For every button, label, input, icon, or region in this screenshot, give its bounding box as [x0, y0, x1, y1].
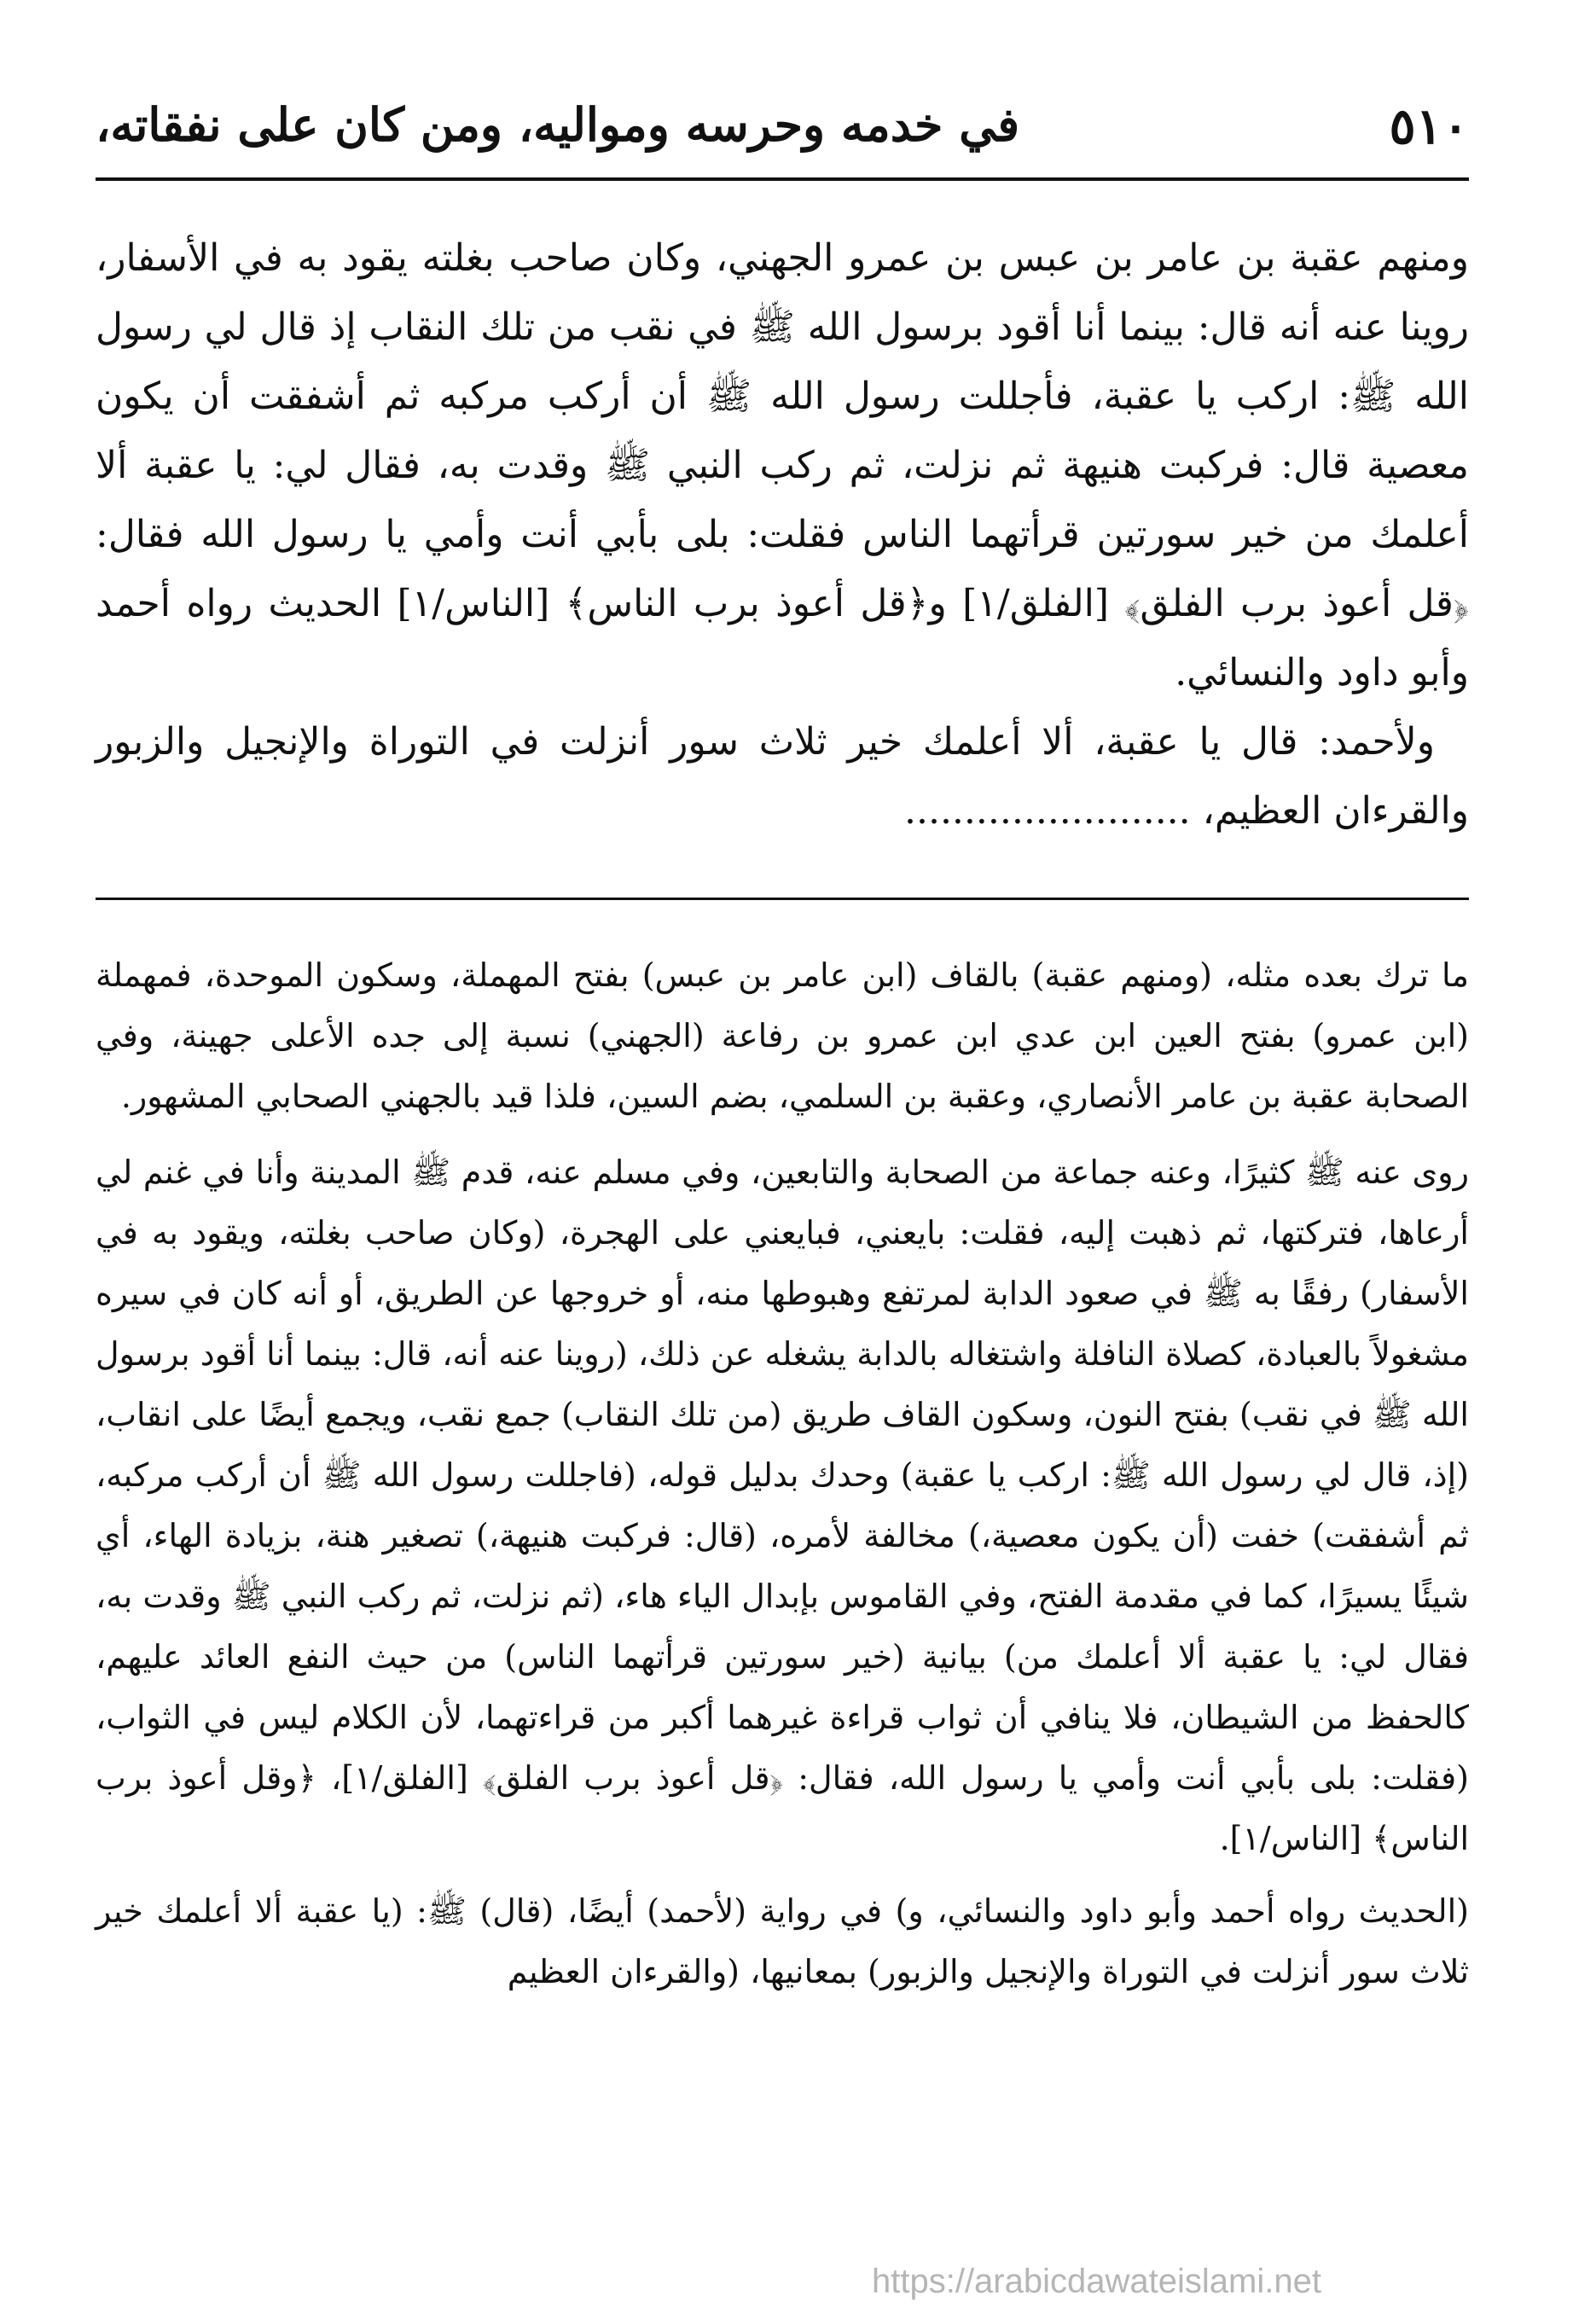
- main-paragraph: ومنهم عقبة بن عامر بن عبس بن عمرو الجهني، وكان صاحب بغلته يقود به في الأسفار، روينا عنه أنه قال: بينما أنا أقود برسول الله ﷺ في نقب من تلك النقاب إذ قال لي رسول الله ﷺ: اركب يا عقبة، فأجللت رسول الله ﷺ أن أركب مركبه ثم أشفقت أن يكون معصية قال: فركبت هنيهة ثم نزلت، ثم ركب النبي ﷺ وقدت به، فقال لي: يا عقبة ألا أعلمك من خير سورتين قرأتهما الناس فقلت: بلى بأبي أنت وأمي يا رسول الله فقال: ﴿قل أعوذ برب الفلق﴾ [الفلق/١] و﴿قل أعوذ برب الناس﴾ [الناس/١] الحديث رواه أحمد وأبو داود والنسائي.: [96, 236, 1469, 694]
- page-header: [96, 94, 1469, 171]
- commentary-paragraph: (الحديث رواه أحمد وأبو داود والنسائي، و) في رواية (لأحمد) أيضًا، (قال) ﷺ: (يا عقبة ألا أعلمك خير ثلاث سور أنزلت في التوراة والإنجيل والزبور) بمعانيها، (والقرءان العظيم: [96, 1892, 1469, 1990]
- commentary-paragraph: ما ترك بعده مثله، (ومنهم عقبة) بالقاف (ابن عامر بن عبس) بفتح المهملة، وسكون الموحدة، فمهملة (ابن عمرو) بفتح العين ابن عدي ابن عمرو بن رفاعة (الجهني) نسبة إلى جده الأعلى جهينة، وفي الصحابة عقبة بن عامر الأنصاري، وعقبة بن السلمي، بضم السين، فلذا قيد بالجهني الصحابي المشهور.: [96, 956, 1469, 1115]
- running-title: في خدمه وحرسه ومواليه، ومن كان على نفقاته،: [96, 97, 1020, 152]
- main-text: [96, 224, 1469, 845]
- main-paragraph-text: ولأحمد: قال يا عقبة، ألا أعلمك خير ثلاث سور أنزلت في التوراة والإنجيل والزبور والقرءان العظيم،: [96, 720, 1469, 833]
- main-paragraph: [96, 707, 1469, 845]
- commentary-paragraph: روى عنه ﷺ كثيرًا، وعنه جماعة من الصحابة والتابعين، وفي مسلم عنه، قدم ﷺ المدينة وأنا في غنم لي أرعاها، فتركتها، ثم ذهبت إليه، فقلت: بايعني، فبايعني على الهجرة، (وكان صاحب بغلته، ويقود به في الأسفار) رفقًا به ﷺ في صعود الدابة لمرتفع وهبوطها منه، أو خروجها عن الطريق، أو أنه كان في سيره مشغولاً بالعبادة، كصلاة النافلة واشتغاله بالدابة يشغله عن ذلك، (روينا عنه أنه، قال: بينما أنا أقود برسول الله ﷺ في نقب) بفتح النون، وسكون القاف طريق (من تلك النقاب) جمع نقب، ويجمع أيضًا على انقاب، (إذ، قال لي رسول الله ﷺ: اركب يا عقبة) وحدك بدليل قوله، (فاجللت رسول الله ﷺ أن أركب مركبه، ثم أشفقت) خفت (أن يكون معصية،) مخالفة لأمره، (قال: فركبت هنيهة،) تصغير هنة، بزيادة الهاء، أي شيئًا يسيرًا، كما في مقدمة الفتح، وفي القاموس بإبدال الياء هاء، (ثم نزلت، ثم ركب النبي ﷺ وقدت به، فقال لي: يا عقبة ألا أعلمك من) بيانية (خير سورتين قرأتهما الناس) من حيث النفع العائد عليهم، كالحفظ من الشيطان، فلا ينافي أن ثواب قراءة غيرهما أكبر من قراءتهما، لأن الكلام ليس في الثواب، (فقلت: بلى بأبي أنت وأمي يا رسول الله، فقال: ﴿قل أعوذ برب الفلق﴾ [الفلق/١]، ﴿وقل أعوذ برب الناس﴾ [الناس/١].: [96, 1153, 1470, 1857]
- header-rule: [96, 177, 1469, 181]
- dotted-leader: ........................: [903, 789, 1191, 833]
- watermark-url: https://arabicdawateislami.net: [872, 2263, 1321, 2300]
- section-divider: [96, 898, 1469, 900]
- page-number: ٥١٠: [1389, 97, 1469, 155]
- commentary-text: [96, 945, 1469, 2014]
